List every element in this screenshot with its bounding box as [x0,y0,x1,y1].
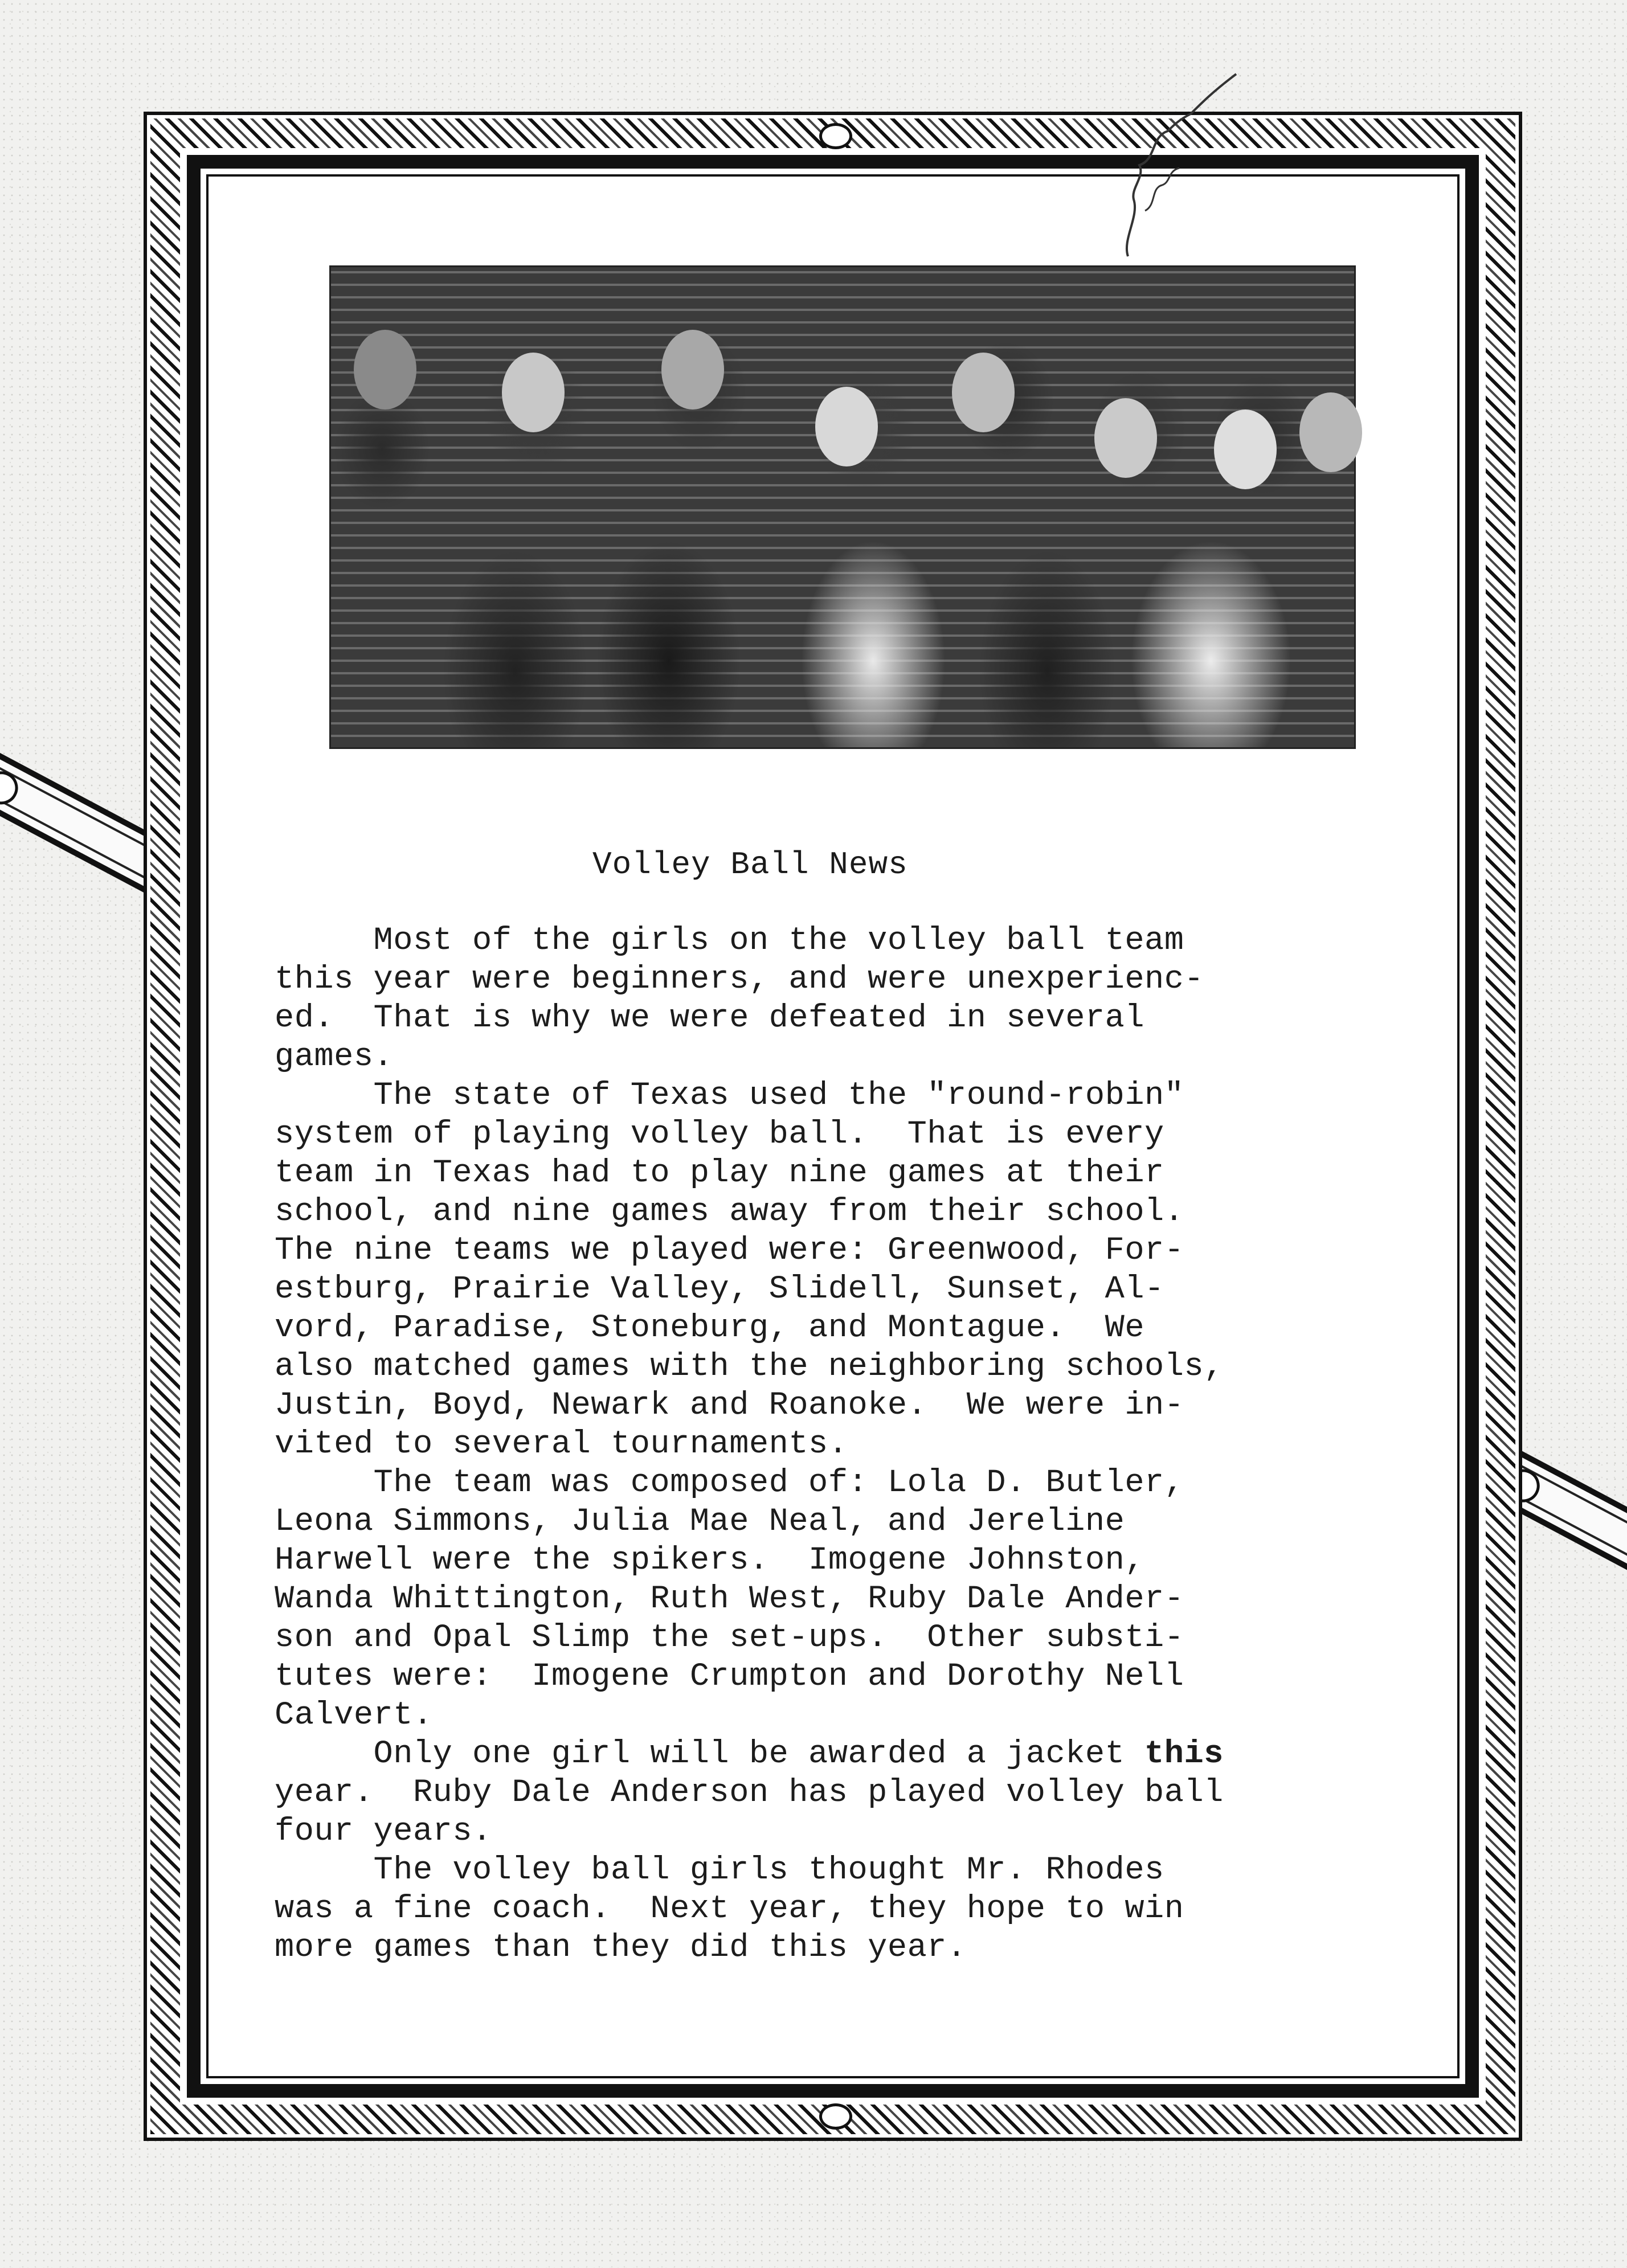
body-line: vord, Paradise, Stoneburg, and Montague. We [275,1310,1145,1346]
body-line: also matched games with the neighboring schools, [275,1349,1224,1385]
body-line: four years. [275,1813,492,1850]
photo-face [1094,398,1157,478]
body-line: school, and nine games away from their school. [275,1194,1184,1230]
photo-face [661,330,724,410]
body-line: vited to several tournaments. [275,1426,848,1463]
body-line: The nine teams we played were: Greenwood, For- [275,1233,1184,1269]
body-line [275,1735,1408,1774]
team-photo [329,265,1356,749]
body-line-text: Only one girl will be awarded a jacket [275,1736,1145,1772]
body-line: Leona Simmons, Julia Mae Neal, and Jereline [275,1504,1125,1540]
body-line: estburg, Prairie Valley, Slidell, Sunset, Al- [275,1271,1164,1308]
body-line: The volley ball girls thought Mr. Rhodes [275,1852,1164,1889]
body-line: Harwell were the spikers. Imogene Johnston, [275,1542,1145,1579]
body-line: The state of Texas used the "round-robin" [275,1078,1184,1114]
handwritten-signature [1105,68,1253,285]
photo-face [815,387,878,466]
body-line: year. Ruby Dale Anderson has played volley ball [275,1775,1224,1811]
photo-face [1214,410,1277,489]
body-line: was a fine coach. Next year, they hope to win [275,1891,1184,1927]
frame-medallion-icon [819,2103,852,2130]
body-line: more games than they did this year. [275,1930,967,1966]
photo-face [1299,392,1362,472]
page-title: Volley Ball News [592,846,908,883]
photo-face [354,330,416,410]
body-line: Calvert. [275,1697,433,1734]
body-line: system of playing volley ball. That is every [275,1116,1164,1153]
article-body [275,922,1408,1967]
frame-medallion-icon [819,123,852,149]
body-line: Wanda Whittington, Ruth West, Ruby Dale Ander- [275,1581,1184,1618]
body-line: team in Texas had to play nine games at their [275,1155,1164,1192]
body-line: this year were beginners, and were unexperienc- [275,961,1204,998]
body-line: ed. That is why we were defeated in several [275,1000,1145,1037]
body-line: The team was composed of: Lola D. Butler, [275,1465,1184,1501]
star-emblem-icon [0,765,24,810]
photo-face [502,353,565,432]
bold-word: this [1144,1736,1224,1772]
photo-face [952,353,1015,432]
body-line: Most of the girls on the volley ball team [275,923,1184,959]
body-line: tutes were: Imogene Crumpton and Dorothy Nell [275,1659,1184,1695]
body-line: Justin, Boyd, Newark and Roanoke. We were in- [275,1387,1184,1424]
body-line: games. [275,1039,394,1075]
body-line: son and Opal Slimp the set-ups. Other substi- [275,1620,1184,1656]
